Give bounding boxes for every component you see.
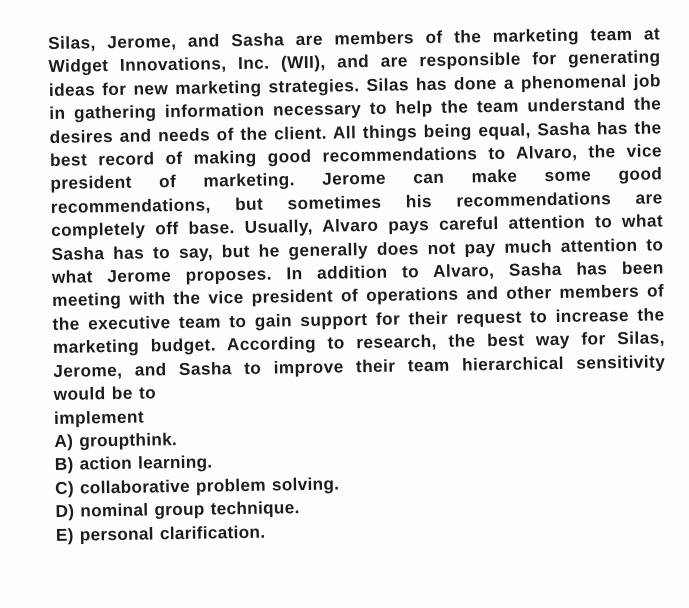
answer-option-d: D) nominal group technique. [55,497,300,522]
answer-options [54,420,668,547]
answer-option-c: C) collaborative problem solving. [55,473,340,498]
answer-option-b: B) action learning. [54,451,213,475]
answer-option-e: E) personal clarification. [55,521,266,545]
answer-option-a: A) groupthink. [54,428,178,451]
question-block [48,22,668,546]
question-prompt: implement [53,406,145,428]
question-stem: Silas, Jerome, and Sasha are members of the marketing team at Widget Innovations, Inc. (WII), and are responsible for generating ideas for new marketing strategies. Silas has done a phenomenal job in gathering information necessary to help the team understand the desires and needs of the client. All things being equal, Sasha has the best record of making good recommendations to Alvaro, the vice president of marketing. Jerome can make some good recommendations, but sometimes his recommendations are completely off base. Usually, Alvaro pays careful attention to what Sasha has to say, but he generally does not pay much attention to what Jerome proposes. In addition to Alvaro, Sasha has been meeting with the vice president of operations and other members of the executive team to gain support for their request to increase the marketing budget. According to research, the best way for Silas, Jerome, and Sasha to improve their team hierarchical sensitivity would be to [48,23,666,405]
